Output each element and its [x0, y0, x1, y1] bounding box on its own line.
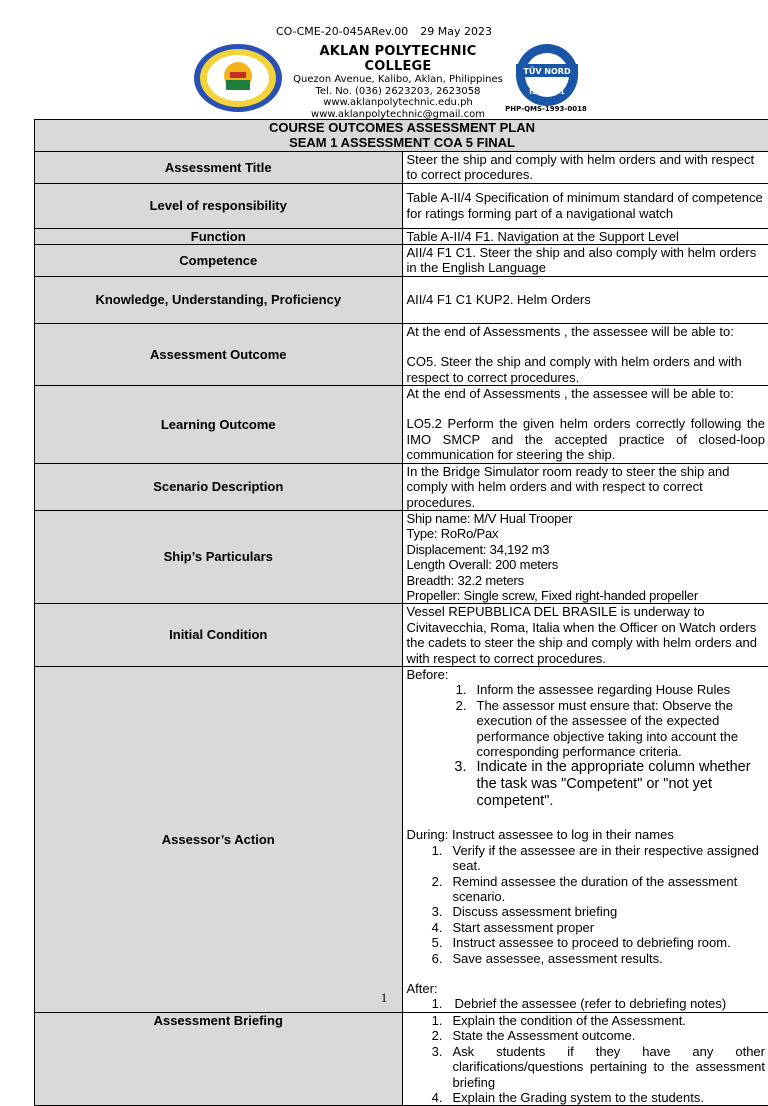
doc-date: 29 May 2023: [420, 25, 492, 38]
iso-certificate-code: PHP-QMS-1993-0018: [496, 105, 596, 113]
before-label: Before:: [407, 667, 766, 682]
lo-intro: At the end of Assessments , the assessee will be able to:: [407, 386, 766, 401]
letterhead: [190, 42, 610, 114]
label-assessment-briefing: Assessment Briefing: [35, 1012, 403, 1105]
value-learning-outcome: [402, 386, 768, 464]
label-competence: Competence: [35, 245, 403, 277]
during-list: [407, 843, 766, 966]
document-reference: [0, 25, 768, 38]
row-learning-outcome: [35, 386, 768, 464]
row-kup: [35, 276, 768, 323]
row-assessment-briefing: [35, 1012, 768, 1105]
row-assessment-title: [35, 151, 768, 183]
label-level-of-responsibility: Level of responsibility: [35, 183, 403, 228]
value-level-of-responsibility: Table A-II/4 Specification of minimum standard of competence for ratings forming part of a navigational watch: [402, 183, 768, 228]
college-address: Quezon Avenue, Kalibo, Aklan, Philippines: [290, 74, 506, 86]
label-initial-condition: Initial Condition: [35, 604, 403, 667]
ao-text: CO5. Steer the ship and comply with helm orders and with respect to correct procedures.: [407, 354, 766, 385]
row-level: [35, 183, 768, 228]
list-item: 1. Explain the condition of the Assessment.: [421, 1013, 766, 1028]
briefing-list: [407, 1013, 766, 1105]
during-label: During: Instruct assessee to log in their names: [407, 827, 766, 842]
label-assessment-outcome: Assessment Outcome: [35, 323, 403, 385]
value-initial-condition: Vessel REPUBBLICA DEL BRASILE is underway to Civitavecchia, Roma, Italia when the Officer on Watch orders the cadets to steer the ship and comply with helm orders and with respect to correct procedures.: [402, 604, 768, 667]
row-initial-condition: [35, 604, 768, 667]
college-email: www.aklanpolytechnic@gmail.com: [290, 109, 506, 121]
plan-title-line1: COURSE OUTCOMES ASSESSMENT PLAN: [39, 120, 765, 135]
college-info: [290, 44, 506, 120]
label-function: Function: [35, 228, 403, 244]
college-telephone: Tel. No. (036) 2623203, 2623058: [290, 86, 506, 98]
label-kup: Knowledge, Understanding, Proficiency: [35, 276, 403, 323]
list-item: 3. Indicate in the appropriate column whether the task was "Competent" or "not yet competent".: [449, 759, 766, 810]
list-item: 4. Start assessment proper: [421, 920, 766, 935]
ship-line: Ship name: M/V Hual Trooper: [407, 511, 766, 526]
plan-title-line2: SEAM 1 ASSESSMENT COA 5 FINAL: [39, 135, 765, 150]
label-assessment-title: Assessment Title: [35, 151, 403, 183]
value-competence: AII/4 F1 C1. Steer the ship and also comply with helm orders in the English Language: [402, 245, 768, 277]
list-item: 3. Discuss assessment briefing: [421, 904, 766, 919]
label-ship-particulars: Ship’s Particulars: [35, 510, 403, 603]
plan-title: [35, 120, 768, 152]
doc-rev: Rev.00: [371, 25, 408, 38]
list-item: 5. Instruct assessee to proceed to debriefing room.: [421, 935, 766, 950]
college-website: www.aklanpolytechnic.edu.ph: [290, 97, 506, 109]
list-item: 4. Explain the Grading system to the students.: [421, 1090, 766, 1105]
row-ship-particulars: [35, 510, 768, 603]
lo-text: LO5.2 Perform the given helm orders correctly following the IMO SMCP and the accepted practice of closed-loop communication for steering the ship.: [407, 416, 766, 462]
iso-brand: TÜV NORD: [523, 66, 571, 76]
label-assessor-action: Assessor’s Action: [35, 666, 403, 1012]
list-item: 1. Debrief the assessee (refer to debriefing notes): [421, 996, 766, 1011]
list-item: 1. Verify if the assessee are in their respective assigned seat.: [421, 843, 766, 874]
ship-line: Displacement: 34,192 m3: [407, 542, 766, 557]
value-ship-particulars: [402, 510, 768, 603]
value-assessment-briefing: [402, 1012, 768, 1105]
value-kup: AII/4 F1 C1 KUP2. Helm Orders: [402, 276, 768, 323]
college-name: AKLAN POLYTECHNIC COLLEGE: [290, 44, 506, 74]
ship-line: Length Overall: 200 meters: [407, 557, 766, 572]
value-assessor-action: [402, 666, 768, 1012]
after-label: After:: [407, 981, 766, 996]
ship-line: Breadth: 32.2 meters: [407, 573, 766, 588]
row-competence: [35, 245, 768, 277]
list-item: 2. State the Assessment outcome.: [421, 1028, 766, 1043]
before-list: [407, 682, 766, 810]
iso-label: ISO 9001: [529, 88, 565, 96]
label-learning-outcome: Learning Outcome: [35, 386, 403, 464]
row-assessor-action: [35, 666, 768, 1012]
doc-code: CO-CME-20-045A: [276, 25, 371, 38]
list-item: 2. The assessor must ensure that: Observe the execution of the assessee of the expected performance objective taking into account the corresponding performance criteria.: [449, 698, 766, 760]
assessment-plan-table: [34, 119, 768, 1106]
college-seal-logo: [190, 42, 286, 114]
label-scenario-description: Scenario Description: [35, 463, 403, 510]
list-item: 3. Ask students if they have any other clarifications/questions pertaining to the assessment briefing: [421, 1044, 766, 1090]
page-number: 1: [0, 990, 768, 1006]
list-item: 2. Remind assessee the duration of the assessment scenario.: [421, 874, 766, 905]
list-item: 1. Inform the assessee regarding House Rules: [449, 682, 766, 697]
list-item: 6. Save assessee, assessment results.: [421, 951, 766, 966]
value-assessment-title: Steer the ship and comply with helm orders and with respect to correct procedures.: [402, 151, 768, 183]
ship-line: Propeller: Single screw, Fixed right-handed propeller: [407, 588, 766, 603]
value-scenario-description: In the Bridge Simulator room ready to steer the ship and comply with helm orders and with respect to correct procedures.: [402, 463, 768, 510]
ao-intro: At the end of Assessments , the assessee will be able to:: [407, 324, 766, 339]
ship-line: Type: RoRo/Pax: [407, 526, 766, 541]
row-function: [35, 228, 768, 244]
title-row: [35, 120, 768, 152]
row-scenario: [35, 463, 768, 510]
row-assessment-outcome: [35, 323, 768, 385]
value-function: Table A-II/4 F1. Navigation at the Support Level: [402, 228, 768, 244]
value-assessment-outcome: [402, 323, 768, 385]
